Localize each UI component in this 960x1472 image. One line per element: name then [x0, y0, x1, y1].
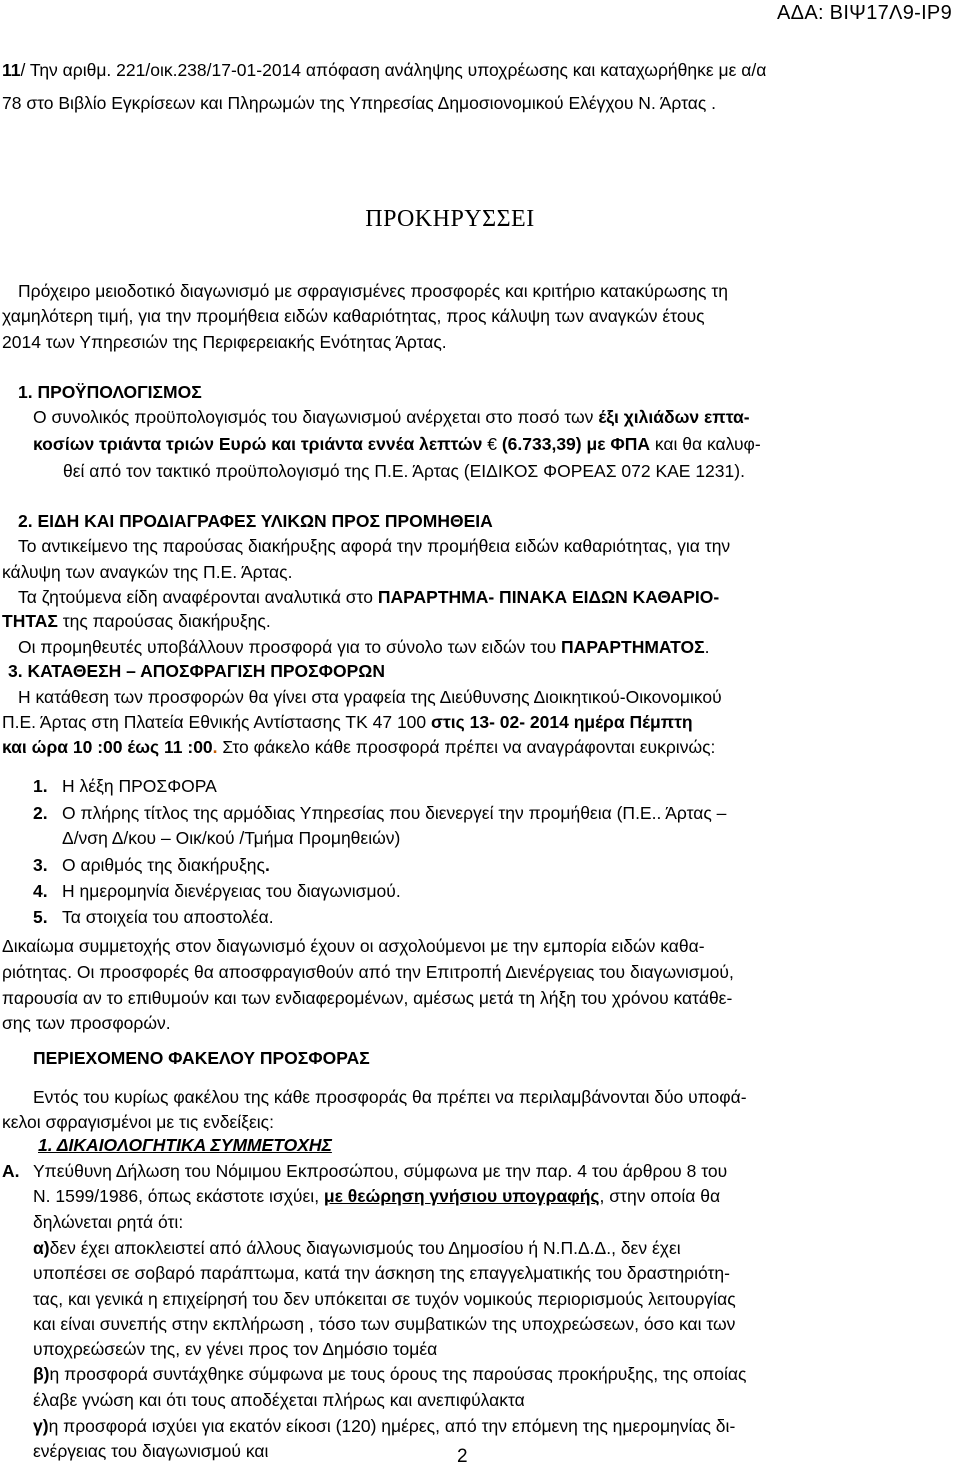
item-beta-line-2: έλαβε γνώση και ότι τους αποδέχεται πλήρως και ανεπιφύλακτα — [33, 1390, 525, 1410]
contents-heading: ΠΕΡΙΕΧΟΜΕΝΟ ΦΑΚΕΛΟΥ ΠΡΟΣΦΟΡΑΣ — [33, 1048, 370, 1068]
item-label: α) — [33, 1238, 50, 1258]
period: . — [264, 855, 270, 875]
item-alpha-line-4: και είναι συνεπής στην εκπλήρωση , τόσο των συμβατικών της υποχρεώσεων, όσο και των — [33, 1314, 736, 1334]
participation-line-3: παρουσία αν το επιθυμούν και των ενδιαφερομένων, αμέσως μετά τη λήξη του χρόνου κατάθε- — [2, 988, 733, 1008]
section-2-line-4 — [2, 610, 271, 632]
section-2-line-5 — [18, 636, 709, 658]
text-span: Ο αριθμός της διακήρυξης — [62, 855, 265, 875]
text-span: Οι προμηθευτές υποβάλλουν προσφορά για το σύνολο των ειδών του — [18, 637, 562, 657]
amount-number: (6.733,39) με ΦΠΑ — [501, 434, 650, 454]
page-number: 2 — [457, 1446, 468, 1467]
item-gamma-line-2: ενέργειας του διαγωνισμού και — [33, 1441, 269, 1461]
item-alpha-line-2: υποπέσει σε σοβαρό παράπτωμα, κατά την άσκηση της επαγγελματικής του δραστηριότη- — [33, 1263, 730, 1283]
section-1-heading: 1. ΠΡΟΫΠΟΛΟΓΙΣΜΟΣ — [18, 382, 202, 402]
list-number: 1. — [33, 776, 48, 796]
contents-line-1: Εντός του κυρίως φακέλου της κάθε προσφοράς θα πρέπει να περιλαμβάνονται δύο υποφά- — [33, 1087, 747, 1107]
item-a-label: Α. — [2, 1161, 20, 1181]
text-span: . — [704, 637, 710, 657]
text-span: δεν έχει αποκλειστεί από άλλους διαγωνισμούς του Δημοσίου ή Ν.Π.Δ.Δ., δεν έχει — [49, 1238, 681, 1258]
section-3-line-2 — [2, 711, 693, 733]
list-number: 5. — [33, 907, 48, 927]
item-alpha-line-3: τας, και γενικά η επιχείρησή του δεν υπόκειται σε τυχόν νομικούς περιορισμούς λειτουργίας — [33, 1289, 736, 1309]
item-a-line-2 — [33, 1185, 720, 1207]
list-item: Ο πλήρης τίτλος της αρμόδιας Υπηρεσίας που διενεργεί την προμήθεια (Π.Ε.. Άρτας – — [62, 803, 727, 823]
amount-words: έξι χιλιάδων επτα- — [598, 407, 750, 427]
contents-line-2: κελοι σφραγισμένοι με τις ενδείξεις: — [2, 1112, 274, 1132]
summary-line-1: Πρόχειρο μειοδοτικό διαγωνισμό με σφραγισμένες προσφορές και κριτήριο κατακύρωσης τη — [18, 281, 728, 301]
submission-date: στις 13- 02- 2014 ημέρα Πέμπτη — [431, 712, 693, 732]
text-span: της παρούσας διακήρυξης. — [57, 611, 271, 631]
summary-line-2: χαμηλότερη τιμή, για την προμήθεια ειδών καθαριότητας, προς κάλυψη των αναγκών έτους — [2, 306, 705, 326]
text-span: , στην οποία θα — [599, 1186, 721, 1206]
euro-sign: € — [482, 434, 502, 454]
intro-line-1 — [2, 59, 766, 81]
documents-subheading: 1. ΔΙΚΑΙΟΛΟΓΗΤΙΚΑ ΣΥΜΜΕΤΟΧΗΣ — [38, 1135, 332, 1155]
section-2-line-2: κάλυψη των αναγκών της Π.Ε. Άρτας. — [2, 562, 293, 582]
section-2-line-3 — [18, 586, 719, 608]
item-a-line-1: Υπεύθυνη Δήλωση του Νόμιμου Εκπροσώπου, σύμφωνα με την παρ. 4 του άρθρου 8 του — [33, 1161, 728, 1181]
item-gamma-line-1 — [33, 1415, 735, 1437]
summary-line-3: 2014 των Υπηρεσιών της Περιφερειακής Ενότητας Άρτας. — [2, 332, 447, 352]
section-1-line-1 — [33, 406, 750, 428]
annex-ref: ΠΑΡΑΡΤΗΜΑΤΟΣ — [561, 637, 705, 657]
intro-number: 11 — [2, 60, 21, 80]
list-number: 2. — [33, 803, 48, 823]
annex-title: ΠΑΡΑΡΤΗΜΑ- ΠΙΝΑΚΑ ΕΙΔΩΝ ΚΑΘΑΡΙΟ- — [377, 587, 720, 607]
list-item: Τα στοιχεία του αποστολέα. — [62, 907, 274, 927]
text-span: Ο συνολικός προϋπολογισμός του διαγωνισμού ανέρχεται στο ποσό των — [33, 407, 599, 427]
participation-line-4: σης των προσφορών. — [2, 1013, 171, 1033]
item-label: β) — [33, 1364, 50, 1384]
participation-line-1: Δικαίωμα συμμετοχής στον διαγωνισμό έχουν οι ασχολούμενοι με την εμπορία ειδών καθα- — [2, 936, 705, 956]
submission-time: και ώρα 10 :00 έως 11 :00 — [2, 737, 213, 757]
signature-requirement: με θεώρηση γνήσιου υπογραφής — [323, 1186, 600, 1206]
annex-title-cont: ΤΗΤΑΣ — [2, 611, 58, 631]
section-2-line-1: Το αντικείμενο της παρούσας διακήρυξης αφορά την προμήθεια ειδών καθαριότητας, για την — [18, 536, 731, 556]
text-span: Π.Ε. Άρτας στη Πλατεία Εθνικής Αντίστασης ΤΚ 47 100 — [2, 712, 431, 732]
period: . — [212, 737, 218, 757]
item-a-line-3: δηλώνεται ρητά ότι: — [33, 1212, 184, 1232]
ada-code: ΑΔΑ: ΒΙΨ17Λ9-ΙΡ9 — [777, 2, 952, 24]
list-item: Η ημερομηνία διενέργειας του διαγωνισμού. — [62, 881, 401, 901]
page-title: ΠΡΟΚΗΡΥΣΣΕΙ — [365, 206, 535, 232]
text-span: και θα καλυφ- — [650, 434, 761, 454]
list-item: Η λέξη ΠΡΟΣΦΟΡΑ — [62, 776, 217, 796]
intro-text: / Την αριθμ. 221/οικ.238/17-01-2014 απόφαση ανάληψης υποχρέωσης και καταχωρήθηκε με α/α — [20, 60, 767, 80]
text-span: η προσφορά συντάχθηκε σύμφωνα με τους όρους της παρούσας προκήρυξης, της οποίας — [49, 1364, 747, 1384]
text-span: Τα ζητούμενα είδη αναφέρονται αναλυτικά στο — [18, 587, 378, 607]
list-item-cont: Δ/νση Δ/κου – Οικ/κού /Τμήμα Προμηθειών) — [62, 828, 401, 848]
text-span: η προσφορά ισχύει για εκατόν είκοσι (120) ημέρες, από την επόμενη της ημερομηνίας δι- — [48, 1416, 736, 1436]
section-1-line-2 — [33, 433, 761, 455]
list-number: 3. — [33, 855, 48, 875]
item-alpha-line-1 — [33, 1237, 681, 1259]
section-3-line-1: Η κατάθεση των προσφορών θα γίνει στα γραφεία της Διεύθυνσης Διοικητικού-Οικονομικού — [18, 687, 722, 707]
amount-words-cont: κοσίων τριάντα τριών Ευρώ και τριάντα εννέα λεπτών — [33, 434, 483, 454]
text-span: Στο φάκελο κάθε προσφορά πρέπει να αναγράφονται ευκρινώς: — [217, 737, 716, 757]
section-3-heading: 3. ΚΑΤΑΘΕΣΗ – ΑΠΟΣΦΡΑΓΙΣΗ ΠΡΟΣΦΟΡΩΝ — [8, 661, 385, 681]
item-beta-line-1 — [33, 1363, 746, 1385]
item-alpha-line-5: υποχρεώσεών της, εν γένει προς τον Δημόσιο τομέα — [33, 1339, 438, 1359]
list-number: 4. — [33, 881, 48, 901]
list-item — [62, 854, 270, 876]
section-1-line-3: θεί από τον τακτικό προϋπολογισμό της Π.Ε. Άρτας (ΕΙΔΙΚΟΣ ΦΟΡΕΑΣ 072 ΚΑΕ 1231). — [63, 461, 745, 481]
intro-line-2: 78 στο Βιβλίο Εγκρίσεων και Πληρωμών της Υπηρεσίας Δημοσιονομικού Ελέγχου Ν. Άρτας . — [2, 93, 717, 113]
text-span: Ν. 1599/1986, όπως εκάστοτε ισχύει, — [33, 1186, 324, 1206]
section-3-line-3 — [2, 736, 715, 758]
item-label: γ) — [33, 1416, 49, 1436]
participation-line-2: ριότητας. Οι προσφορές θα αποσφραγισθούν από την Επιτροπή Διενέργειας του διαγωνισμού, — [2, 962, 734, 982]
section-2-heading: 2. ΕΙΔΗ ΚΑΙ ΠΡΟΔΙΑΓΡΑΦΕΣ ΥΛΙΚΩΝ ΠΡΟΣ ΠΡΟΜΗΘΕΙΑ — [18, 511, 493, 531]
